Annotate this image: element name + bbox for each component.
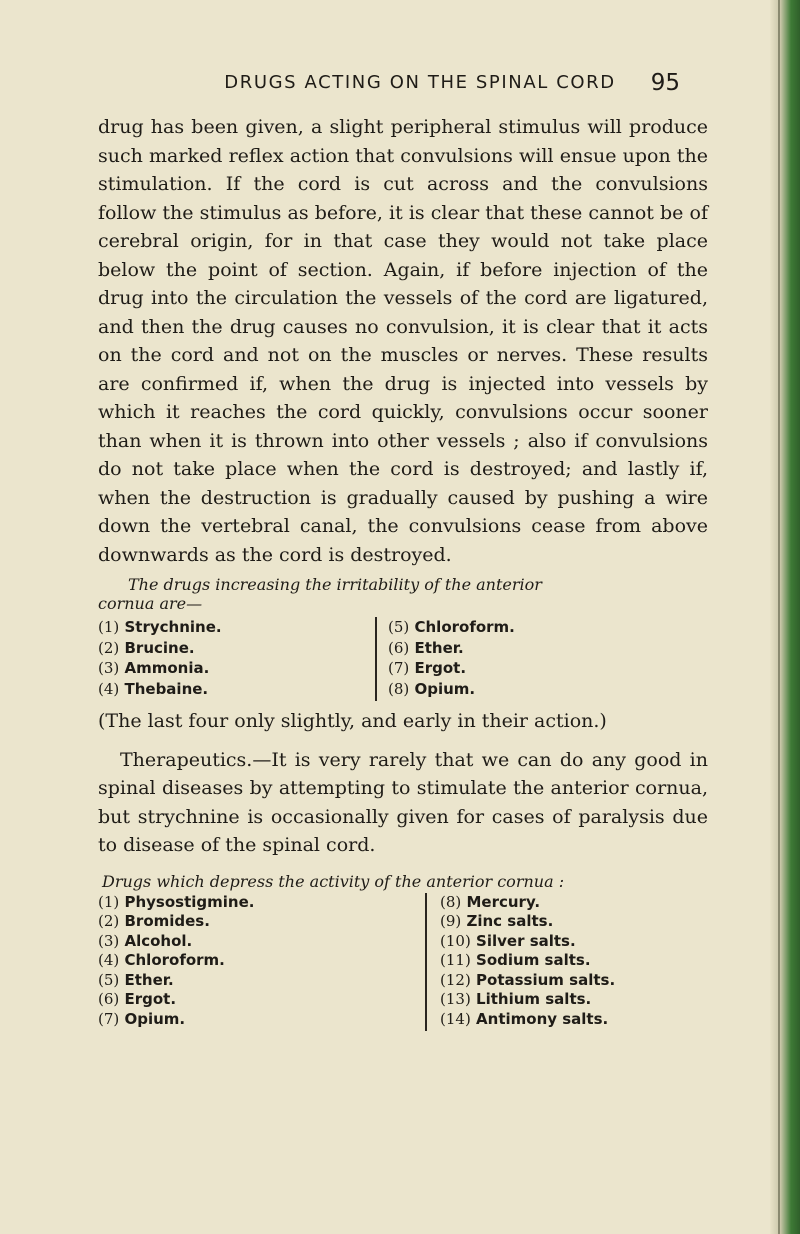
list-item: (2) Brucine.: [98, 638, 195, 657]
list-item: (4) Chloroform.: [98, 951, 225, 969]
gutter-edge-line: [778, 0, 780, 1234]
irritability-drug-list: [98, 617, 658, 707]
page-number: 95: [650, 70, 680, 96]
list-2-right-column: [440, 893, 615, 1030]
list-item: (11) Sodium salts.: [440, 951, 591, 969]
list-item: (5) Ether.: [98, 970, 174, 989]
column-divider: [425, 893, 427, 1031]
list-item: (6) Ergot.: [98, 990, 177, 1008]
list-item: (7) Opium.: [98, 1009, 186, 1028]
list-2-caption: [98, 872, 708, 891]
list-item: (3) Ammonia.: [98, 659, 210, 677]
list-1-left-column: [98, 617, 222, 699]
list-item: (6) Ether.: [388, 638, 464, 657]
list-item: (13) Lithium salts.: [440, 990, 592, 1008]
paragraph-1: drug has been given, a slight peripheral stimulus will produce such marked reflex action that convulsions will ensue upon the stimulation. If the cord is cut across and the convulsions follow the stimulus as before, it is clear that these cannot be of cerebral origin, for in that case they would not take place below the point of section. Again, if before injection of the drug into the circulation the vessels of the cord are ligatured, and then the drug causes no convulsion, it is clear that it acts on the cord and not on the muscles or nerves. These results are confirmed if, when the drug is injected into vessels by which it reaches the cord quickly, convulsions occur sooner than when it is thrown into other vessels ; also if convulsions do not take place when the cord is destroyed; and lastly if, when the destruction is gradually caused by pushing a wire down the vertebral canal, the convulsions cease from above downwards as the cord is destroyed.: [98, 116, 708, 566]
page-header: [0, 72, 760, 102]
paragraph-2: Therapeutics.—It is very rarely that we can do any good in spinal diseases by attempting to stimulate the anterior cornua, but strychnine is occasionally given for cases of paralysis due to disease of the spinal cord.: [98, 748, 708, 856]
list-item: (3) Alcohol.: [98, 931, 193, 950]
list-1-right-column: [388, 617, 515, 699]
list-1-caption: [98, 575, 708, 613]
depressant-drug-list: [98, 893, 698, 1033]
list-item: (8) Opium.: [388, 679, 476, 698]
list-1-caption-line-1: The drugs increasing the irritability of the anterior: [128, 575, 542, 594]
running-title: DRUGS ACTING ON THE SPINAL CORD: [224, 72, 616, 93]
list-item: (1) Physostigmine.: [98, 892, 255, 911]
list-item: (12) Potassium salts.: [440, 970, 616, 989]
list-item: (8) Mercury.: [440, 892, 541, 911]
list-item: (1) Strychnine.: [98, 618, 222, 636]
list-1-caption-line-2: cornua are—: [98, 594, 203, 613]
column-divider: [375, 617, 377, 701]
list-item: (9) Zinc salts.: [440, 912, 554, 930]
list-2-left-column: [98, 893, 254, 1030]
list-2-caption-line: Drugs which depress the activity of the anterior cornua :: [102, 871, 565, 891]
list-item: (14) Antimony salts.: [440, 1009, 609, 1028]
list-item: (2) Bromides.: [98, 912, 210, 930]
book-binding-gutter: [770, 0, 800, 1234]
list-item: (4) Thebaine.: [98, 679, 209, 698]
list-item: (10) Silver salts.: [440, 931, 576, 950]
page-body: [98, 113, 708, 1033]
list-1-note: (The last four only slightly, and early in their action.): [98, 710, 607, 732]
list-item: (7) Ergot.: [388, 659, 467, 677]
list-item: (5) Chloroform.: [388, 618, 515, 636]
